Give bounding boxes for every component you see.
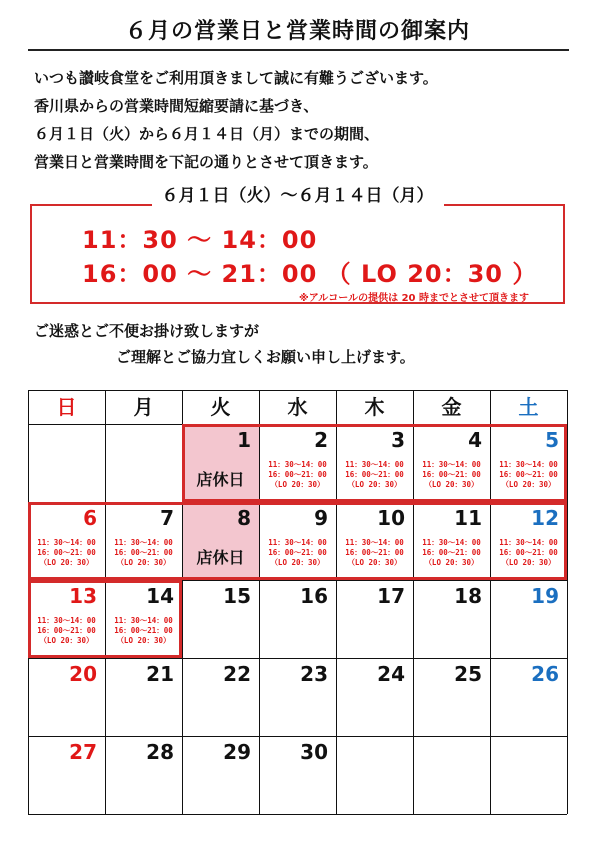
reduced-hours-text xyxy=(336,460,413,490)
day-number: 30 xyxy=(300,740,328,764)
calendar-day-cell xyxy=(28,580,105,658)
intro-line: 営業日と営業時間を下記の通りとさせて頂きます。 xyxy=(34,153,378,171)
day-number: 21 xyxy=(146,662,174,686)
day-number: 23 xyxy=(300,662,328,686)
calendar-day-cell xyxy=(182,580,259,658)
day-number: 17 xyxy=(377,584,405,608)
reduced-hours-line: 11：30〜14：00 xyxy=(345,460,404,469)
day-number: 2 xyxy=(314,428,328,452)
day-number: 11 xyxy=(454,506,482,530)
calendar-day-cell xyxy=(336,502,413,580)
reduced-hours-line: 16：00〜21：00 xyxy=(268,548,327,557)
reduced-hours-line: 16：00〜21：00 xyxy=(422,470,481,479)
day-number: 15 xyxy=(223,584,251,608)
calendar-day-cell xyxy=(105,658,182,736)
reduced-hours-text xyxy=(28,538,105,568)
day-number: 9 xyxy=(314,506,328,530)
reduced-hours-line: （LO 20：30） xyxy=(270,558,325,567)
reduced-hours-text xyxy=(490,460,567,490)
calendar-day-cell xyxy=(490,502,567,580)
reduced-hours-line: （LO 20：30） xyxy=(39,558,94,567)
grid-line xyxy=(182,390,183,814)
grid-line xyxy=(490,390,491,814)
weekday-header: 木 xyxy=(364,395,385,419)
reduced-hours-line: （LO 20：30） xyxy=(116,558,171,567)
reduced-hours-line: 11：30〜14：00 xyxy=(37,616,96,625)
calendar-day-cell xyxy=(490,424,567,502)
intro-line: いつも讃岐食堂をご利用頂きまして誠に有難うございます。 xyxy=(34,69,438,87)
calendar-day-cell xyxy=(413,424,490,502)
title-divider xyxy=(28,49,569,51)
alcohol-note: ※アルコールの提供は 20 時までとさせて頂きます xyxy=(298,293,529,304)
reduced-hours-line: 16：00〜21：00 xyxy=(345,548,404,557)
grid-line xyxy=(567,390,568,814)
weekday-header: 金 xyxy=(441,395,462,419)
reduced-hours-text xyxy=(259,460,336,490)
calendar-day-cell xyxy=(259,580,336,658)
reduced-hours-text xyxy=(413,460,490,490)
reduced-hours-text xyxy=(259,538,336,568)
calendar-day-cell xyxy=(490,658,567,736)
day-number: 14 xyxy=(146,584,174,608)
calendar xyxy=(28,390,567,814)
calendar-day-cell xyxy=(28,502,105,580)
reduced-hours-line: 16：00〜21：00 xyxy=(345,470,404,479)
day-number: 8 xyxy=(237,506,251,530)
day-number: 13 xyxy=(69,584,97,608)
day-number: 24 xyxy=(377,662,405,686)
reduced-hours-line: 11：30〜14：00 xyxy=(422,538,481,547)
grid-line xyxy=(336,390,337,814)
day-number: 7 xyxy=(160,506,174,530)
day-number: 19 xyxy=(531,584,559,608)
reduced-hours-line: 11：30〜14：00 xyxy=(499,538,558,547)
reduced-hours-line: 11：30〜14：00 xyxy=(345,538,404,547)
calendar-day-cell xyxy=(182,736,259,814)
reduced-hours-line: 16：00〜21：00 xyxy=(37,548,96,557)
calendar-day-cell xyxy=(259,424,336,502)
intro-line: 香川県からの営業時間短縮要請に基づき、 xyxy=(34,97,319,115)
reduced-hours-line: （LO 20：30） xyxy=(501,480,556,489)
grid-line xyxy=(28,424,567,425)
grid-line xyxy=(28,390,567,391)
grid-line xyxy=(28,814,567,815)
grid-line xyxy=(105,390,106,814)
calendar-day-cell xyxy=(490,580,567,658)
weekday-header: 日 xyxy=(56,395,77,419)
calendar-day-cell xyxy=(182,502,259,580)
reduced-hours-line: （LO 20：30） xyxy=(39,636,94,645)
day-number: 20 xyxy=(69,662,97,686)
reduced-hours-line: 16：00〜21：00 xyxy=(422,548,481,557)
day-number: 26 xyxy=(531,662,559,686)
day-number: 22 xyxy=(223,662,251,686)
calendar-day-cell xyxy=(490,736,567,814)
day-number: 18 xyxy=(454,584,482,608)
calendar-day-cell xyxy=(413,580,490,658)
hours-period-text: ６月１日（火）〜６月１４日（月） xyxy=(152,186,444,206)
reduced-hours-text xyxy=(413,538,490,568)
grid-line xyxy=(28,390,29,814)
calendar-day-cell xyxy=(336,736,413,814)
reduced-hours-line: 11：30〜14：00 xyxy=(37,538,96,547)
reduced-hours-line: 11：30〜14：00 xyxy=(268,538,327,547)
grid-line xyxy=(28,502,567,503)
intro-text xyxy=(34,64,438,176)
reduced-hours-line: （LO 20：30） xyxy=(270,480,325,489)
reduced-hours-text xyxy=(28,616,105,646)
day-number: 25 xyxy=(454,662,482,686)
calendar-day-cell xyxy=(182,658,259,736)
day-number: 6 xyxy=(83,506,97,530)
reduced-hours-text xyxy=(105,538,182,568)
calendar-day-cell xyxy=(28,736,105,814)
reduced-hours-line: 16：00〜21：00 xyxy=(268,470,327,479)
reduced-hours-line: （LO 20：30） xyxy=(501,558,556,567)
weekday-header: 火 xyxy=(210,395,231,419)
day-number: 27 xyxy=(69,740,97,764)
day-number: 5 xyxy=(545,428,559,452)
reduced-hours-line: 16：00〜21：00 xyxy=(114,548,173,557)
calendar-day-cell xyxy=(413,658,490,736)
hours-dinner: 16：00 〜 21：00 （ LO 20：30 ） xyxy=(82,260,538,288)
reduced-hours-line: （LO 20：30） xyxy=(424,480,479,489)
day-number: 10 xyxy=(377,506,405,530)
day-number: 3 xyxy=(391,428,405,452)
day-number: 1 xyxy=(237,428,251,452)
reduced-hours-line: 16：00〜21：00 xyxy=(499,470,558,479)
hours-period-heading xyxy=(0,181,595,206)
calendar-day-cell xyxy=(105,502,182,580)
grid-line xyxy=(28,736,567,737)
reduced-hours-line: 16：00〜21：00 xyxy=(499,548,558,557)
day-number: 16 xyxy=(300,584,328,608)
closing-line-2: ご理解とご協力宜しくお願い申し上げます。 xyxy=(116,348,415,366)
weekday-header: 水 xyxy=(287,395,308,419)
calendar-day-cell xyxy=(105,424,182,502)
closed-day-label: 店休日 xyxy=(196,470,245,489)
calendar-day-cell xyxy=(259,736,336,814)
calendar-day-cell xyxy=(336,580,413,658)
day-number: 29 xyxy=(223,740,251,764)
reduced-hours-line: （LO 20：30） xyxy=(347,480,402,489)
reduced-hours-line: 16：00〜21：00 xyxy=(37,626,96,635)
calendar-day-cell xyxy=(182,424,259,502)
calendar-day-cell xyxy=(336,424,413,502)
calendar-day-cell xyxy=(259,502,336,580)
calendar-day-cell xyxy=(336,658,413,736)
closed-day-label: 店休日 xyxy=(196,548,245,567)
grid-line xyxy=(259,390,260,814)
calendar-day-cell xyxy=(259,658,336,736)
weekday-header: 土 xyxy=(518,395,539,419)
day-number: 4 xyxy=(468,428,482,452)
reduced-hours-text xyxy=(490,538,567,568)
day-number: 28 xyxy=(146,740,174,764)
day-number: 12 xyxy=(531,506,559,530)
intro-line: ６月１日（火）から６月１４日（月）までの期間、 xyxy=(34,125,380,143)
grid-line xyxy=(413,390,414,814)
calendar-day-cell xyxy=(28,424,105,502)
calendar-day-cell xyxy=(105,580,182,658)
calendar-day-cell xyxy=(413,502,490,580)
reduced-hours-line: 11：30〜14：00 xyxy=(114,616,173,625)
reduced-hours-line: 11：30〜14：00 xyxy=(499,460,558,469)
calendar-day-cell xyxy=(105,736,182,814)
reduced-hours-text xyxy=(105,616,182,646)
page-title: ６月の営業日と営業時間の御案内 xyxy=(124,19,470,44)
reduced-hours-line: （LO 20：30） xyxy=(347,558,402,567)
reduced-hours-line: 11：30〜14：00 xyxy=(114,538,173,547)
hours-lunch: 11：30 〜 14：00 xyxy=(82,226,318,254)
reduced-hours-line: （LO 20：30） xyxy=(424,558,479,567)
closing-line-1: ご迷惑とご不便お掛け致しますが xyxy=(34,322,260,340)
reduced-hours-line: （LO 20：30） xyxy=(116,636,171,645)
weekday-header: 月 xyxy=(133,395,154,419)
calendar-day-cell xyxy=(413,736,490,814)
grid-line xyxy=(28,580,567,581)
reduced-hours-line: 11：30〜14：00 xyxy=(268,460,327,469)
reduced-hours-line: 11：30〜14：00 xyxy=(422,460,481,469)
reduced-hours-text xyxy=(336,538,413,568)
calendar-day-cell xyxy=(28,658,105,736)
grid-line xyxy=(28,658,567,659)
reduced-hours-line: 16：00〜21：00 xyxy=(114,626,173,635)
